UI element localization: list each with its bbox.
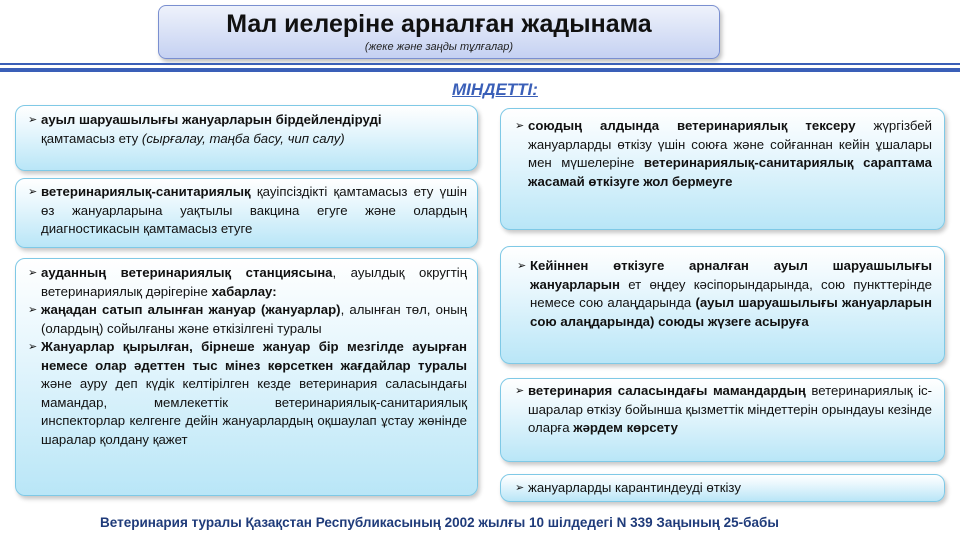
item-bold-text: ауданның ветеринариялық станциясына xyxy=(41,265,333,280)
list-item xyxy=(28,111,467,148)
duty-box-notification xyxy=(15,258,478,496)
item-bold-text: (ауыл шаруашылығы жануарларын сою алаңдарында) союды жүзеге асыруға xyxy=(530,295,932,329)
item-text: жүргізбей жануарларды өткізу үшін союға және сойғаннан кейін ұшалары мен мүшелеріне xyxy=(528,118,932,170)
list-item xyxy=(28,183,467,239)
item-text: ветеринариялық іс-шаралар өткізу бойынша қызметтік міндеттерін орындауы кезінде оларға xyxy=(528,383,932,435)
item-text: жануарларды карантиндеуді өткізу xyxy=(528,480,741,495)
section-label: МІНДЕТТІ: xyxy=(452,80,538,99)
item-text: қамтамасыз ету xyxy=(41,130,142,146)
item-bold-text: ветеринариялық-санитариялық xyxy=(41,184,251,199)
list-item xyxy=(515,479,932,498)
duty-box-identification xyxy=(15,105,478,171)
item-text: , алынған төл, оның (олардың) сойылғаны және өткізілгені туралы xyxy=(41,302,467,336)
item-bold-text: Кейіннен өткізуге арналған ауыл шаруашылығы жануарларын xyxy=(530,258,932,292)
page-subtitle: (жеке және заңды тұлғалар) xyxy=(364,41,514,53)
list-item xyxy=(28,264,467,301)
item-bold-text: союдың алдында ветеринариялық тексеру xyxy=(528,118,856,133)
list-item xyxy=(515,382,932,438)
item-bold-text: жаңадан сатып алынған жануар (жануарлар) xyxy=(41,302,341,317)
divider-thick xyxy=(0,68,960,72)
item-bold-text: ветеринариялық-санитариялық сараптама жасамай өткізуге жол бермеуге xyxy=(528,155,932,189)
divider-thin xyxy=(0,63,960,65)
item-text: қауіпсіздікті қамтамасыз ету үшін өз жануарларына уақтылы вакцина егуге және олардың диагностикасын қамтамасыз етуге xyxy=(41,184,467,236)
list-item xyxy=(28,301,467,338)
item-bold-text: жәрдем көрсету xyxy=(573,420,678,435)
list-item xyxy=(515,117,932,191)
list-item xyxy=(517,257,932,331)
duty-box-slaughter-inspection xyxy=(500,108,945,230)
duty-box-vaccination xyxy=(15,178,478,248)
title-banner xyxy=(158,5,720,59)
item-text: және ауру деп күдік келтірілген кезде ветеринария саласындағы мамандар, мемлекеттік ветеринариялық-санитариялық инспекторлар келгенге дейін жануарлардың оқшаулап ұстау жөнінде шаралар қолдану қажет xyxy=(41,376,467,447)
item-text: ет өңдеу кәсіпорындарында, сою пункттерінде немесе сою алаңдарында xyxy=(530,276,932,310)
duty-box-slaughter-sites xyxy=(500,246,945,364)
duty-box-quarantine xyxy=(500,474,945,502)
page-title: Мал иелеріне арналған жадынама xyxy=(226,10,652,38)
item-bold-text: ауыл шаруашылығы жануарларын бірдейлендіруді xyxy=(41,112,382,127)
item-bold-text: Жануарлар қырылған, бірнеше жануар бір мезгілде ауырған немесе олар әдеттен тыс мінез көрсеткен жағдайлар туралы xyxy=(41,339,467,373)
duty-box-assistance xyxy=(500,378,945,462)
list-item xyxy=(28,338,467,449)
item-bold-text: ветеринария саласындағы мамандардың xyxy=(528,383,806,398)
item-italic-text: (сырғалау, таңба басу, чип салу) xyxy=(141,130,345,146)
law-reference: Ветеринария туралы Қазақстан Республикасының 2002 жылғы 10 шілдедегі N 339 Заңының 25-бабы xyxy=(100,515,779,530)
item-bold-text: хабарлау: xyxy=(211,283,277,299)
item-text: , ауылдық округтің ветеринариялық дәрігеріне xyxy=(41,265,467,299)
